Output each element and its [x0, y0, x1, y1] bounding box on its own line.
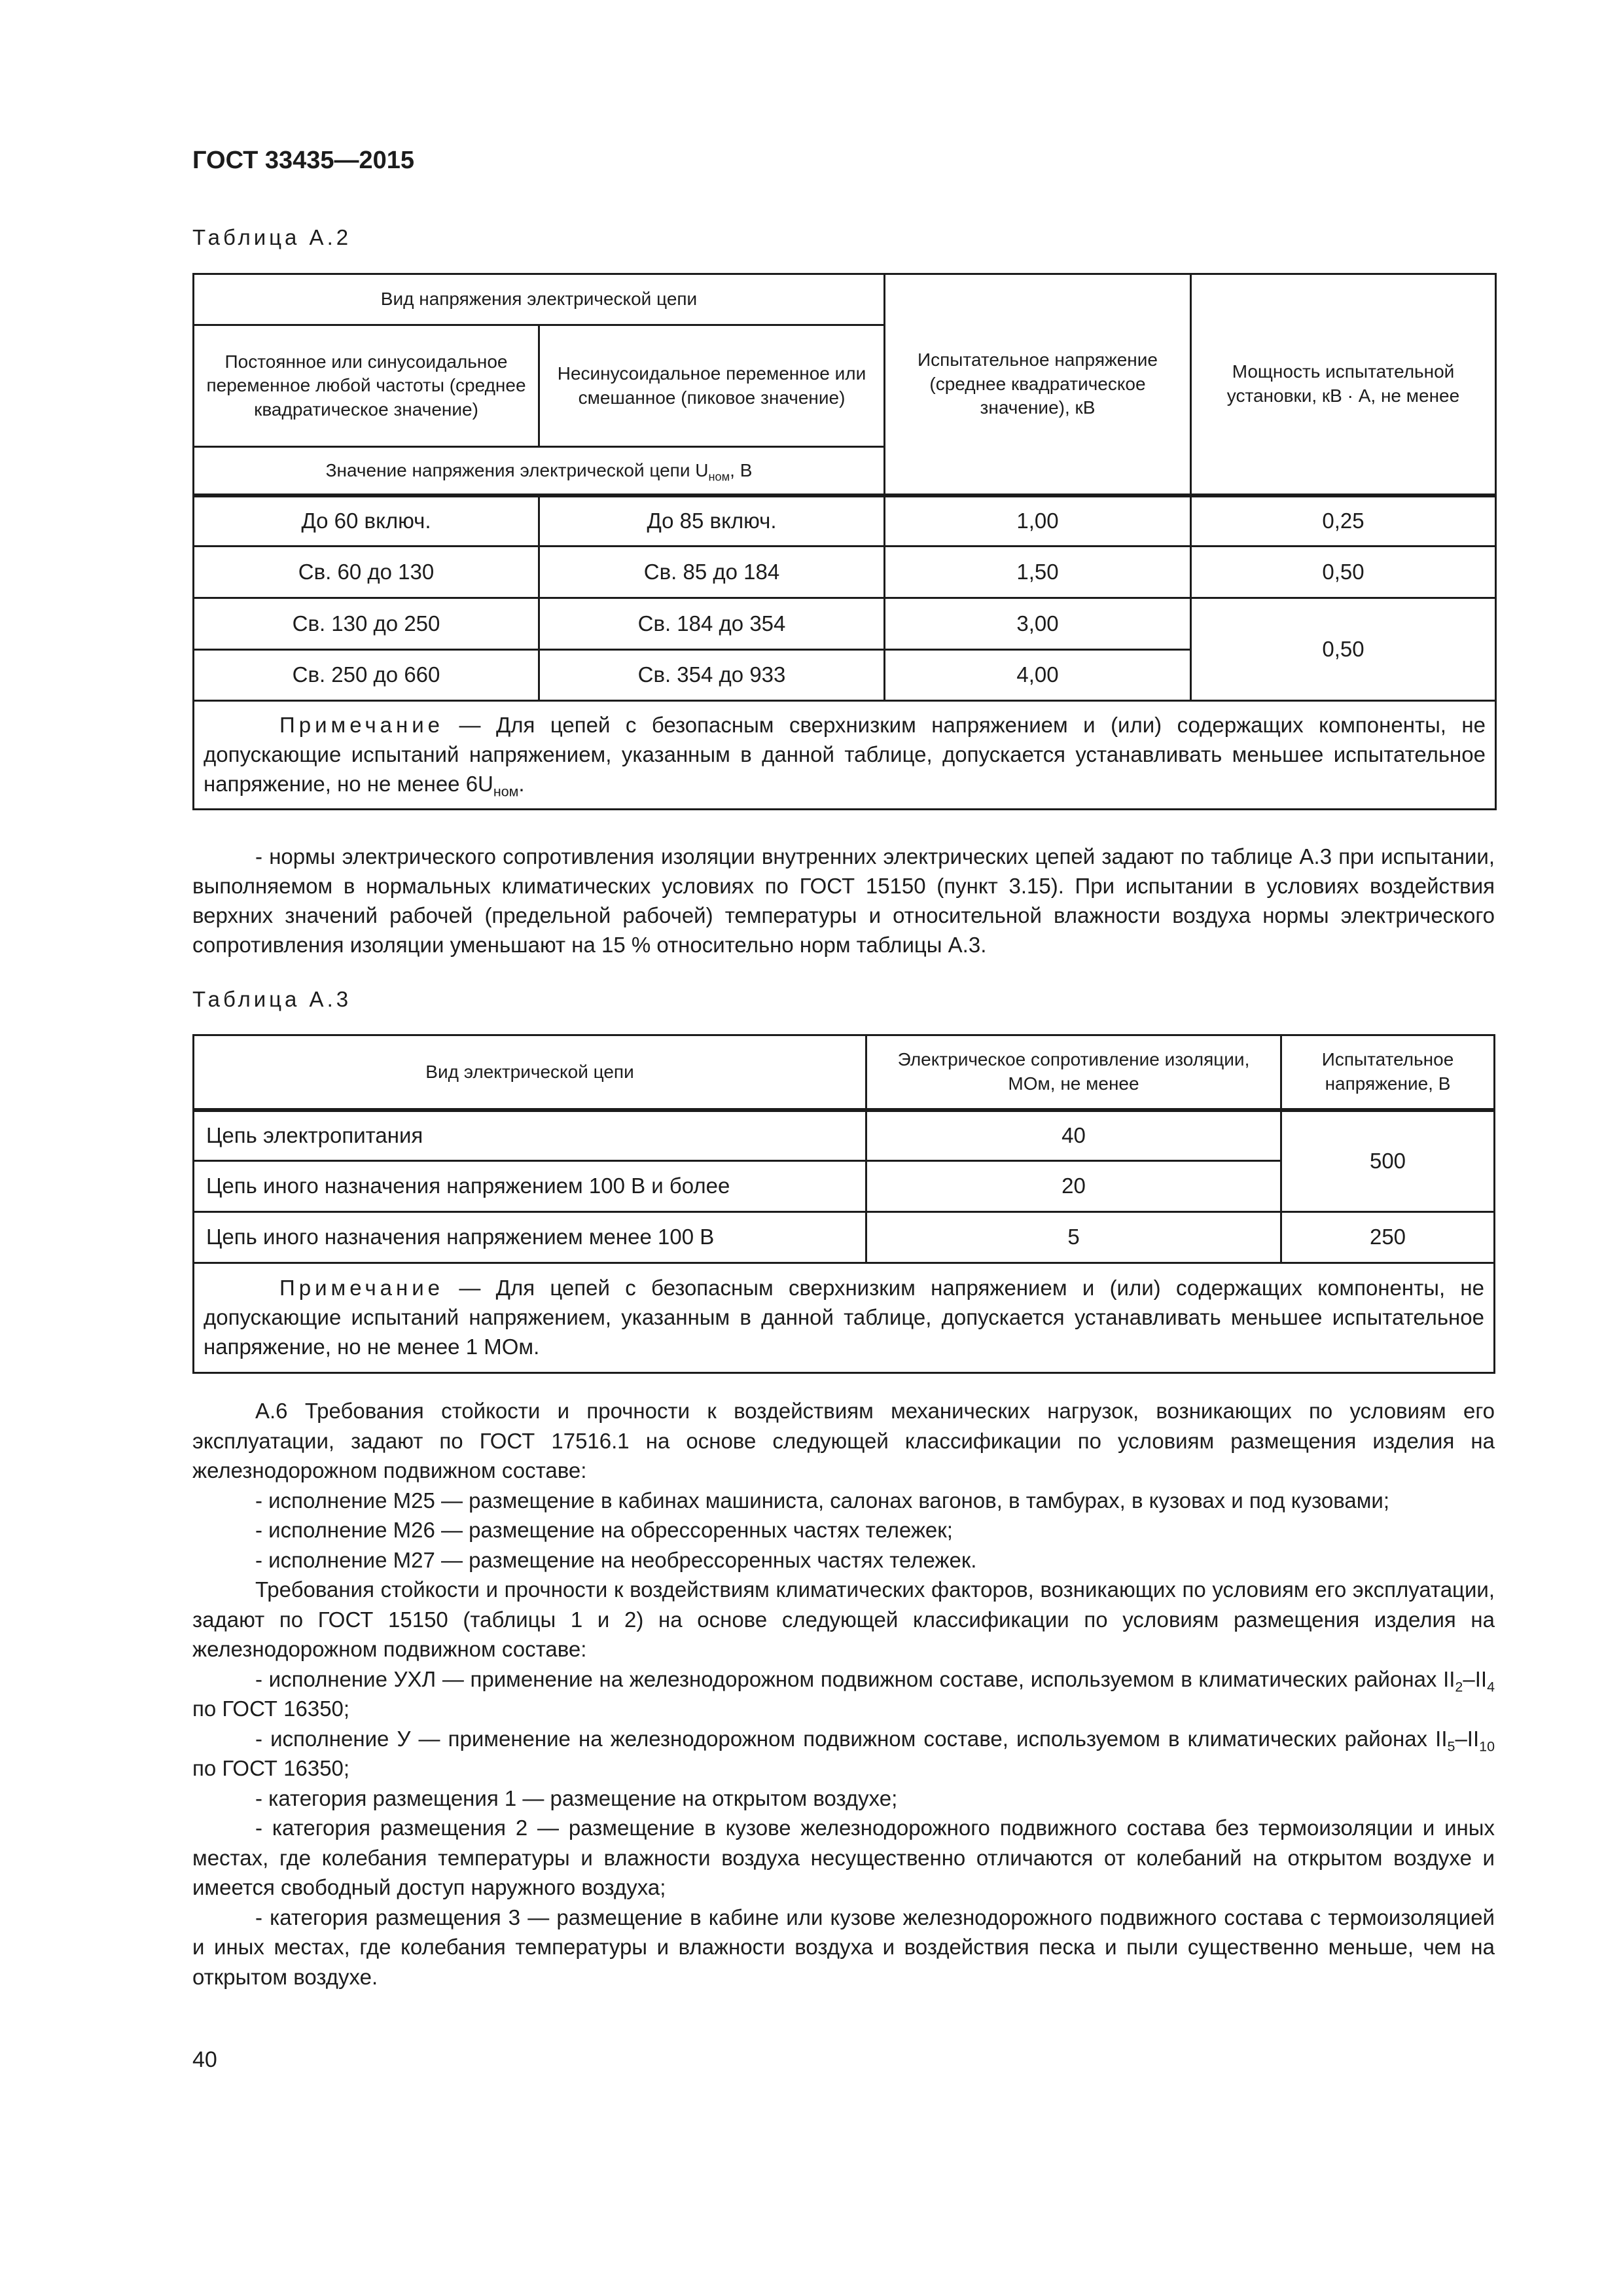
table-cell: Св. 130 до 250	[194, 598, 539, 650]
page-number: 40	[192, 2047, 217, 2072]
table-a3-caption: Таблица А.3	[192, 987, 352, 1011]
item-subscript: 4	[1487, 1679, 1495, 1695]
table-cell: До 60 включ.	[194, 495, 539, 547]
item-subscript: 2	[1455, 1679, 1463, 1695]
table-cell: 1,50	[885, 547, 1191, 598]
note-text: — Для цепей с безопасным сверхнизким напряжением и (или) содержащих компоненты, не допускающие испытаний напряжением, указанным в данной таблице, допускается устанавливать меньшее испытательное напряжение, но не менее 1 МОм.	[204, 1276, 1484, 1359]
table-a2-header-test-voltage: Испытательное напряжение (среднее квадратическое значение), кВ	[885, 274, 1191, 495]
value-row-unit: , В	[730, 459, 753, 480]
table-a2-header-nonsine: Несинусоидальное переменное или смешанное (пиковое значение)	[539, 325, 885, 447]
item-text: –II	[1463, 1666, 1488, 1691]
table-row	[194, 547, 1496, 598]
item-text: - исполнение У — применение на железнодорожном подвижном составе, используемом в климатических районах II	[255, 1726, 1448, 1751]
table-cell: Св. 184 до 354	[539, 598, 885, 650]
table-a3-header-resistance: Электрическое сопротивление изоляции, МОм, не менее	[866, 1035, 1281, 1110]
table-cell: Цепь иного назначения напряжением 100 В и более	[194, 1161, 866, 1212]
table-cell: До 85 включ.	[539, 495, 885, 547]
list-item: - категория размещения 2 — размещение в кузове железнодорожного подвижного состава без термоизоляции и иных местах, где колебания температуры и влажности воздуха несущественно отличаются от колебаний на открытом воздухе и имеется свободный доступ наружного воздуха;	[192, 1816, 1495, 1899]
item-subscript: 10	[1479, 1738, 1495, 1755]
paragraph-text: - нормы электрического сопротивления изоляции внутренних электрических цепей задают по таблице А.3 при испытании, выполняемом в нормальных климатических условиях по ГОСТ 15150 (пункт 3.15). При испытании в условиях воздействия верхних значений рабочей (предельной рабочей) температуры и относительной влажности воздуха нормы электрического сопротивления изоляции уменьшают на 15 % относительно норм таблицы А.3.	[192, 844, 1495, 957]
table-a2-header-dc-sine: Постоянное или синусоидальное переменное любой частоты (среднее квадратическое значение)	[194, 325, 539, 447]
list-item: - исполнение М25 — размещение в кабинах машиниста, салонах вагонов, в тамбурах, в кузовах и под кузовами;	[255, 1488, 1389, 1513]
table-cell: 5	[866, 1212, 1281, 1263]
table-cell: 20	[866, 1161, 1281, 1212]
table-a2-caption: Таблица А.2	[192, 225, 352, 249]
value-row-subscript: ном	[708, 470, 730, 484]
table-cell: 4,00	[885, 650, 1191, 701]
note-label: Примечание	[279, 713, 444, 738]
table-cell: Св. 60 до 130	[194, 547, 539, 598]
item-text: - исполнение УХЛ — применение на железнодорожном подвижном составе, используемом в климатических районах II	[255, 1666, 1455, 1691]
list-item	[192, 1724, 1495, 1784]
table-cell: 0,25	[1191, 495, 1496, 547]
item-text: по ГОСТ 16350;	[192, 1756, 350, 1780]
paragraph-text: Требования стойкости и прочности к воздействиям климатических факторов, возникающих по условиям его эксплуатации, задают по ГОСТ 15150 (таблицы 1 и 2) на основе следующей классификации по условиям размещения изделия на железнодорожном подвижном составе:	[192, 1577, 1495, 1661]
note-text: — Для цепей с безопасным сверхнизким напряжением и (или) содержащих компоненты, не допускающие испытаний напряжением, указанным в данной таблице, допускается устанавливать меньшее испытательное напряжение, но не менее 6U	[204, 713, 1486, 796]
table-cell: 40	[866, 1110, 1281, 1161]
table-cell: Св. 250 до 660	[194, 650, 539, 701]
table-cell: 0,50	[1191, 547, 1496, 598]
paragraph-text: А.6 Требования стойкости и прочности к воздействиям механических нагрузок, возникающих по условиям его эксплуатации, задают по ГОСТ 17516.1 на основе следующей классификации по условиям размещения изделия на железнодорожном подвижном составе:	[192, 1399, 1495, 1482]
table-row	[194, 1212, 1495, 1263]
table-a3-header-voltage: Испытательное напряжение, В	[1281, 1035, 1495, 1110]
note-label: Примечание	[279, 1276, 444, 1300]
list-item: - исполнение М26 — размещение на обрессоренных частях тележек;	[255, 1518, 953, 1542]
table-cell: Св. 85 до 184	[539, 547, 885, 598]
table-cell: 1,00	[885, 495, 1191, 547]
table-cell: Св. 354 до 933	[539, 650, 885, 701]
table-cell: Цепь электропитания	[194, 1110, 866, 1161]
table-a3-note	[194, 1263, 1495, 1373]
table-cell-merged: 500	[1281, 1110, 1495, 1212]
note-end: .	[518, 771, 525, 796]
table-a3	[192, 1034, 1495, 1374]
table-a2-header-power: Мощность испытательной установки, кВ · А, не менее	[1191, 274, 1496, 495]
table-row	[194, 598, 1496, 650]
note-subscript: ном	[493, 783, 519, 800]
item-text: по ГОСТ 16350;	[192, 1696, 350, 1721]
table-cell-merged: 0,50	[1191, 598, 1496, 701]
table-a2-value-row-header	[194, 447, 885, 495]
list-item	[192, 1664, 1495, 1724]
item-subscript: 5	[1447, 1738, 1455, 1755]
document-code: ГОСТ 33435—2015	[192, 147, 415, 174]
paragraph-insulation-norms	[192, 842, 1495, 960]
list-item: - исполнение М27 — размещение на необрессоренных частях тележек.	[255, 1547, 977, 1572]
table-row	[194, 1110, 1495, 1161]
table-a2-note	[194, 701, 1496, 810]
table-a3-header-circuit: Вид электрической цепи	[194, 1035, 866, 1110]
section-a6	[192, 1396, 1495, 1992]
list-item: - категория размещения 1 — размещение на открытом воздухе;	[255, 1785, 898, 1810]
table-a2-group-header: Вид напряжения электрической цепи	[194, 274, 885, 325]
list-item: - категория размещения 3 — размещение в кабине или кузове железнодорожного подвижного состава с термоизоляцией и иных местах, где колебания температуры и влажности воздуха и воздействия песка и пыли существенно меньше, чем на открытом воздухе.	[192, 1905, 1495, 1989]
table-cell: 3,00	[885, 598, 1191, 650]
item-text: –II	[1455, 1726, 1480, 1751]
table-row	[194, 495, 1496, 547]
value-row-text: Значение напряжения электрической цепи U	[325, 459, 709, 480]
table-cell: 250	[1281, 1212, 1495, 1263]
table-cell: Цепь иного назначения напряжением менее 100 В	[194, 1212, 866, 1263]
table-a2	[192, 273, 1497, 810]
